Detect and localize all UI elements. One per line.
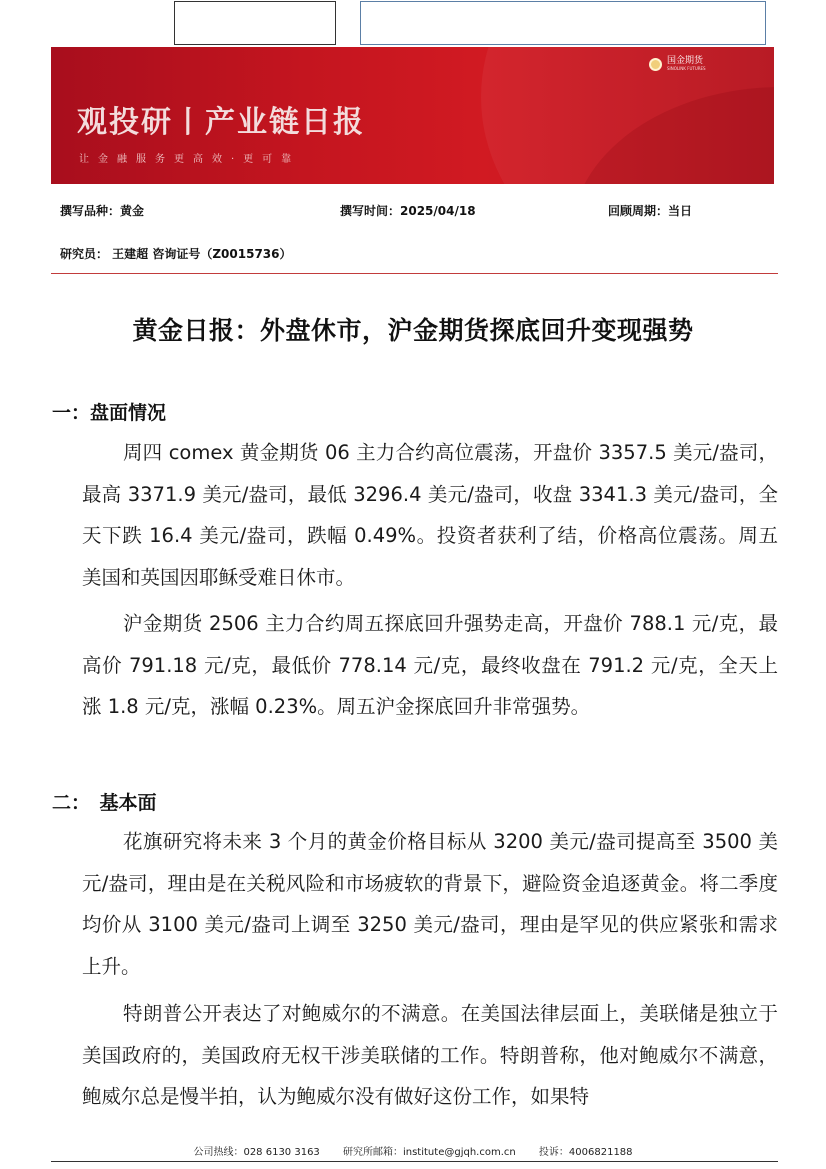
meta-variety: 撰写品种：黄金 [60, 204, 145, 218]
section-heading-market: 一：盘面情况 [52, 402, 167, 424]
meta-researcher: 研究员： 王建超 咨询证号（Z0015736） [60, 247, 292, 261]
header-box-left [174, 1, 336, 45]
paragraph-shfe: 沪金期货 2506 主力合约周五探底回升强势走高，开盘价 788.1 元/克，最高价 791.18 元/克，最低价 778.14 元/克，最终收盘在 791.2 元/克，全天上涨 1.8 元/克，涨幅 0.23%。周五沪金探底回升非常强势。 [82, 612, 778, 718]
paragraph-comex: 周四 comex 黄金期货 06 主力合约高位震荡，开盘价 3357.5 美元/盎司，最高 3371.9 美元/盎司，最低 3296.4 美元/盎司，收盘 3341.3 美元/盎司，全天下跌 16.4 美元/盎司，跌幅 0.49%。投资者获利了结，价格高位震荡。周五美国和英国因耶稣受难日休市。 [82, 441, 778, 589]
footer-email: 研究所邮箱：institute@gjqh.com.cn [342, 1147, 516, 1158]
paragraph-citi: 花旗研究将未来 3 个月的黄金价格目标从 3200 美元/盎司提高至 3500 美元/盎司，理由是在关税风险和市场疲软的背景下，避险资金追逐黄金。将二季度均价从 3100 美元/盎司上调至 3250 美元/盎司，理由是罕见的供应紧张和需求上升。 [82, 830, 778, 978]
banner-slogan: 让金融服务更高效·更可靠 [79, 154, 301, 165]
report-banner [51, 47, 774, 184]
page-title: 黄金日报：外盘休市，沪金期货探底回升变现强势 [132, 316, 694, 345]
paragraph-trump: 特朗普公开表达了对鲍威尔的不满意。在美国法律层面上，美联储是独立于美国政府的，美国政府无权干涉美联储的工作。特朗普称，他对鲍威尔不满意，鲍威尔总是慢半拍，认为鲍威尔没有做好这份工作，如果特 [82, 1002, 778, 1108]
header-rule [51, 273, 778, 274]
meta-date: 撰写时间：2025/04/18 [340, 204, 476, 218]
company-logo [649, 56, 706, 72]
footer-rule [51, 1161, 778, 1162]
header-box-right [360, 1, 766, 45]
section-heading-fundamentals: 二： 基本面 [52, 792, 157, 814]
logo-icon [649, 58, 662, 71]
footer-hotline: 公司热线：028 6130 3163 [193, 1147, 320, 1158]
logo-name: 国金期货 [667, 56, 704, 66]
meta-period: 回顾周期：当日 [608, 204, 693, 218]
logo-subtitle: SINOLINK FUTURES [667, 66, 706, 71]
page-footer [0, 1143, 826, 1158]
banner-title: 观投研丨产业链日报 [77, 105, 365, 140]
footer-complaint: 投诉：4006821188 [538, 1147, 633, 1158]
